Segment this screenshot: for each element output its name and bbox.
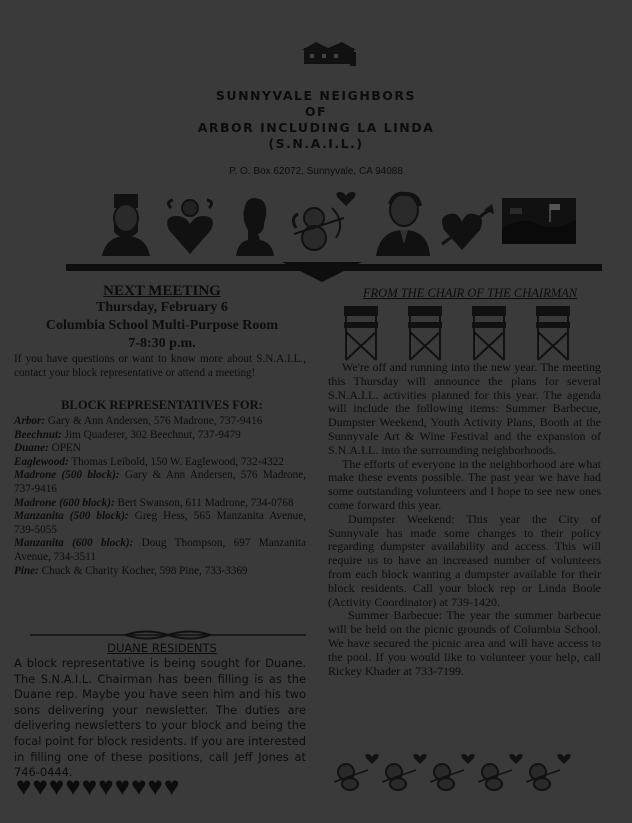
- block-rep-item: Arbor: Gary & Ann Andersen, 576 Madrone, 737-9416: [14, 415, 263, 427]
- directors-chair-icon: [408, 306, 442, 360]
- cupid-icon: [430, 754, 475, 790]
- block-reps-heading: BLOCK REPRESENTATIVES FOR:: [61, 398, 263, 412]
- meeting-intro: If you have questions or want to know more about S.N.A.I.L., contact your block representative or attend a meeting!: [14, 353, 306, 379]
- heart-icon: ♥: [32, 772, 48, 801]
- duane-text: A block representative is being sought for Duane. The S.N.A.I.L. Chairman has been filling is as the Duane rep. Maybe you have seen him and his two sons delivering your newsletter. The duties are delivering newsletters to your block and being the focal point for block residents. If you are interested in filling one of these positions, call Jeff Jones at 746-0444.: [14, 656, 306, 780]
- org-name-line2: OF: [304, 104, 328, 119]
- org-acronym: (S.N.A.I.L.): [268, 136, 364, 151]
- po-box-address: P. O. Box 62072, Sunnyvale, CA 94088: [229, 166, 403, 177]
- heart-icon: ♥: [81, 772, 98, 801]
- cupid-icon: [526, 754, 571, 790]
- cupid-arrow-icon: [288, 188, 364, 256]
- heart-icon: ♥: [48, 772, 65, 801]
- heart-icon: ♥: [98, 772, 114, 801]
- heart-arrow-icon: [440, 200, 494, 252]
- heart-icon: ♥: [131, 772, 147, 801]
- duane-heading: DUANE RESIDENTS: [107, 641, 217, 655]
- directors-chairs-row: [340, 304, 580, 362]
- ornament-divider-icon: [30, 628, 306, 642]
- directors-chair-icon: [472, 306, 506, 360]
- block-rep-item: Eaglewood: Thomas Leibold, 150 W. Eaglewood, 732-4322: [14, 455, 284, 468]
- next-meeting-heading: NEXT MEETING: [103, 283, 221, 299]
- chair-paragraph: Summer Barbecue: The year the summer barbecue will be held on the picnic grounds of Columbia School. We have secured the picnic area and will have access to the pool. If you would like to volunteer your help, call Rickey Khader at 733-7199.: [328, 608, 601, 678]
- meeting-place: Columbia School Multi-Purpose Room: [45, 318, 279, 333]
- org-name-line3: ARBOR INCLUDING LA LINDA: [197, 120, 435, 135]
- heart-icon: ♥: [16, 772, 32, 801]
- meeting-date: Thursday, February 6: [96, 300, 228, 315]
- cupid-icon: [478, 754, 523, 790]
- block-rep-item: Madrone (600 block): Bert Swanson, 611 Madrone, 734-0768: [14, 496, 294, 509]
- chair-paragraph: The efforts of everyone in the neighborhood are what make these events possible. The past year we have had some outstanding volunteers and I hope to see new ones come forward this year.: [328, 456, 601, 512]
- cupid-heart-icon: [165, 198, 215, 256]
- chair-heading: FROM THE CHAIR OF THE CHAIRMAN: [362, 286, 578, 300]
- lincoln-portrait-icon: [100, 192, 152, 256]
- heart-icon: ♥: [147, 772, 163, 801]
- heart-icon: ♥: [163, 772, 180, 801]
- chair-paragraph: We're off and running into the new year. The meeting this Thursday will announce the plans for several S.N.A.I.L. activities planned for this year. The agenda will include the following items: Summer Barbecue, Dumpster Weekend, Youth Activity Plans, Booth at the Sunnyvale Art & Wine Festival and the expansion of S.N.A.I.L. into the surrounding neighborhoods.: [328, 360, 601, 457]
- directors-chair-icon: [344, 306, 378, 360]
- block-rep-item: Beechnut: Jim Quaderer, 302 Beechnut, 737-9479: [14, 428, 241, 441]
- block-rep-item: Pine: Chuck & Charity Kocher, 598 Pine, 733-3369: [14, 564, 248, 577]
- rule-arrow-icon: [282, 262, 362, 284]
- meeting-time: 7-8:30 p.m.: [128, 336, 196, 351]
- heart-icon: ♥: [65, 772, 81, 801]
- block-reps-list: [14, 415, 306, 578]
- landscape-flag-icon: [502, 198, 576, 244]
- washington-portrait-icon: [372, 190, 432, 256]
- cupid-icon: [334, 754, 379, 790]
- block-rep-item: Madrone (500 block): Gary & Ann Andersen, 576 Madrone, 737-9416: [14, 469, 307, 495]
- chair-paragraph: Dumpster Weekend: This year the City of Sunnyvale has made some changes to their policy regarding dumpster availability and access. This will require us to have an increased number of volunteers from each block wanting a dumpster available for their block residents. Call your block rep or Linda Boole (Activity Coordinator) at 739-1420.: [328, 511, 601, 609]
- cupid-icon: [382, 754, 427, 790]
- chair-article: [328, 361, 601, 678]
- heart-icon: ♥: [114, 772, 131, 801]
- block-rep-item: Manzanita (500 block): Greg Hess, 565 Manzanita Avenue, 739-5055: [14, 510, 306, 536]
- cupids-row: [332, 752, 572, 792]
- hearts-row: [16, 772, 180, 802]
- org-name-line1: SUNNYVALE NEIGHBORS: [215, 88, 417, 103]
- house-logo-icon: [298, 40, 360, 70]
- silhouette-portrait-icon: [234, 194, 274, 256]
- block-rep-item: Duane: OPEN: [14, 442, 81, 455]
- directors-chair-icon: [536, 306, 570, 360]
- block-rep-item: Manzanita (600 block): Doug Thompson, 697 Manzanita Avenue, 734-3511: [14, 537, 306, 563]
